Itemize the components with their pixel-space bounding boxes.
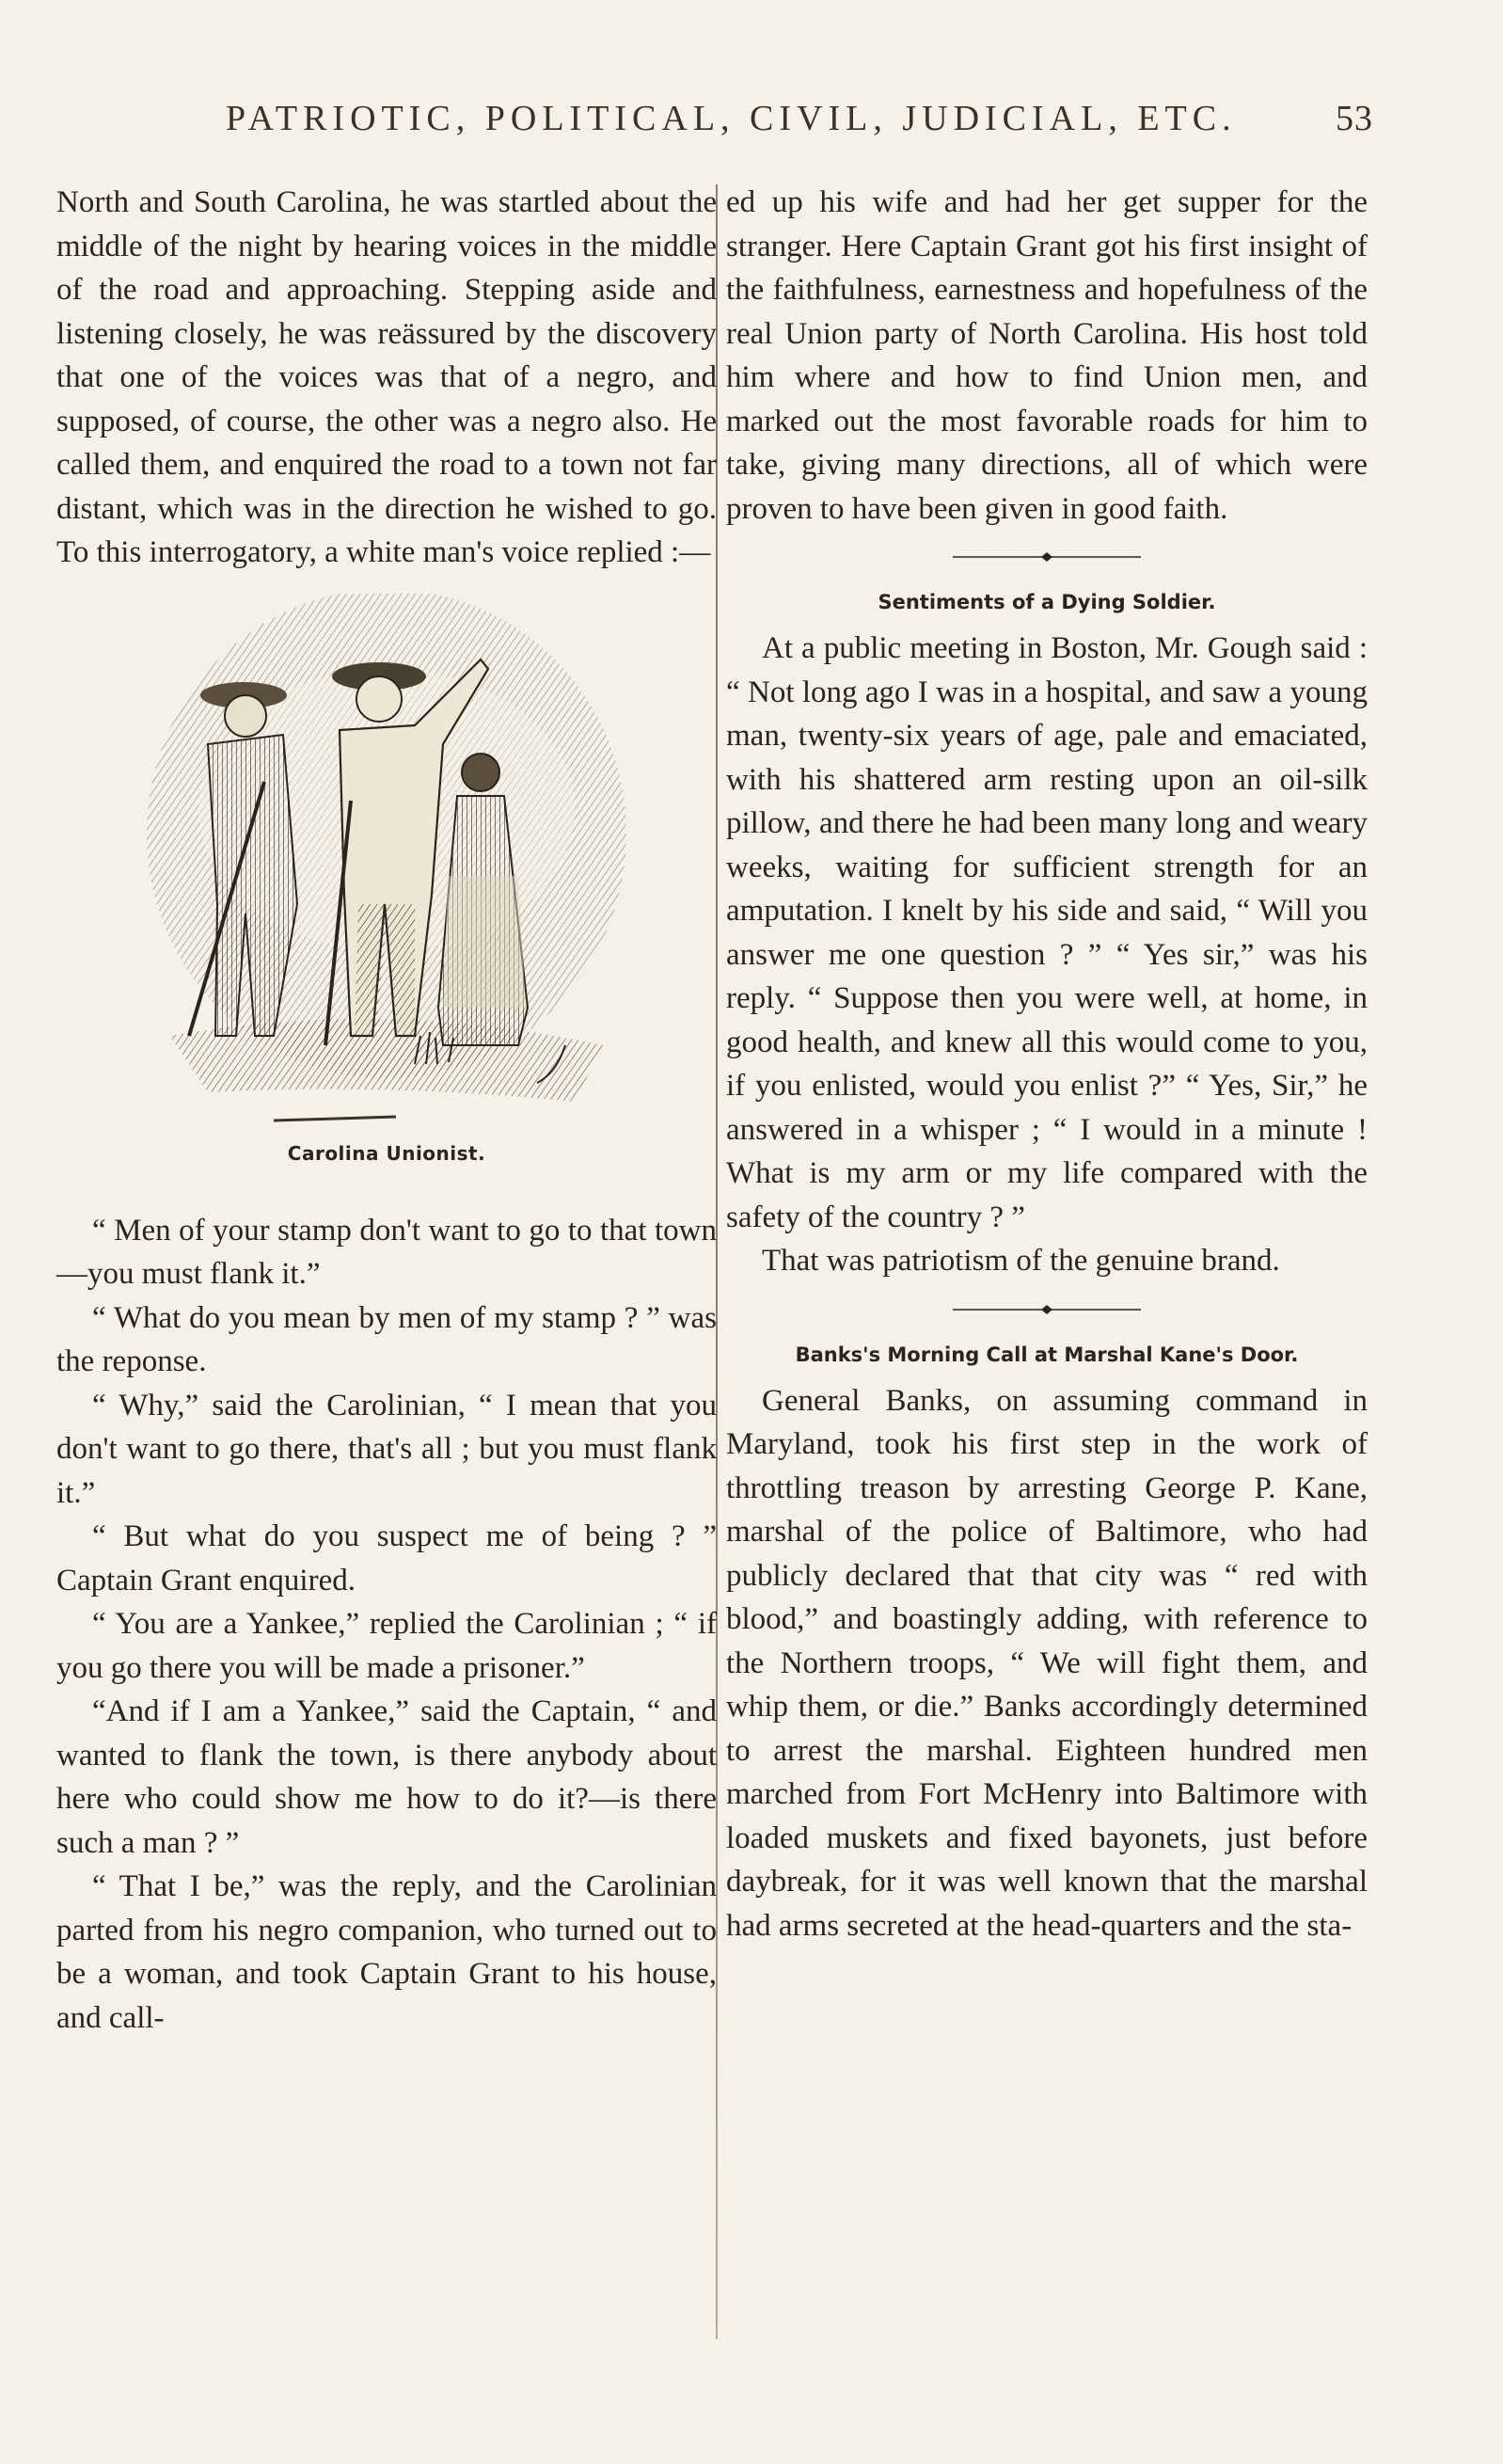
running-head-title: PATRIOTIC, POLITICAL, CIVIL, JUDICIAL, ETC. (226, 99, 1237, 138)
right-column (726, 181, 1368, 1947)
section-paragraph: General Banks, on assuming command in Maryland, took his first step in the work of throttling treason by arresting George P. Kane, marshal of the police of Baltimore, who had publicly declared that that city was “ red with blood,” and boastingly adding, with reference to the Northern troops, “ We will fight them, and whip them, or die.” Banks accordingly determined to arrest the marshal. Eighteen hundred men marched from Fort McHenry into Baltimore with loaded muskets and fixed bayonets, just before daybreak, for it was well known that the marshal had arms secreted at the head-quarters and the sta- (726, 1383, 1368, 1943)
section-paragraph: That was patriotism of the genuine brand. (762, 1244, 1280, 1278)
intro-paragraph: North and South Carolina, he was startled about the middle of the night by hearing voices in the middle of the road and approaching. Stepping aside and listening closely, he was reässured by the discovery that one of the voices was that of a negro, and supposed, of course, the other was a negro also. He called them, and enquired the road to a town not far distant, which was in the direction he wished to go. To this interrogatory, a white man's voice replied :— (56, 185, 717, 569)
dialogue-paragraph: “ But what do you suspect me of being ? ” Captain Grant enquired. (56, 1519, 717, 1598)
dialogue-paragraph: “ Why,” said the Carolinian, “ I mean that you don't want to go there, that's all ; but you must flank it.” (56, 1388, 717, 1510)
dialogue-paragraph: “ What do you mean by men of my stamp ? ” was the reponse. (56, 1300, 717, 1378)
section-paragraph: At a public meeting in Boston, Mr. Gough said : “ Not long ago I was in a hospital, and saw a young man, twenty-six years of age, pale and emaciated, with his shattered arm resting upon an oil-silk pillow, and there he had been many long and weary weeks, waiting for sufficient strength for an amputation. I knelt by his side and said, “ Will you answer me one question ? ” “ Yes sir,” was his reply. “ Suppose then you were well, at home, in good health, and knew all this would come to you, if you enlisted, would you enlist ?” “ Yes, Sir,” he answered in a whisper ; “ I would in a minute ! What is my arm or my life compared with the safety of the country ? ” (726, 631, 1368, 1234)
dialogue-paragraph: “ You are a Yankee,” replied the Carolinian ; “ if you go there you will be made a prisoner.” (56, 1607, 717, 1685)
section-heading-banks-call: Banks's Morning Call at Marshal Kane's Door. (795, 1343, 1299, 1366)
section-heading-dying-soldier: Sentiments of a Dying Soldier. (878, 591, 1216, 613)
carolina-unionist-engraving (133, 594, 641, 1130)
left-column (56, 181, 717, 2040)
page-number: 53 (1336, 99, 1373, 138)
engraving-figure (56, 594, 717, 1130)
dialogue-paragraph: “And if I am a Yankee,” said the Captain, “ and wanted to flank the town, is there anybody about here who could show me how to do it?—is there such a man ? ” (56, 1694, 717, 1860)
figure-caption: Carolina Unionist. (287, 1141, 486, 1165)
dialogue-paragraph: “ Men of your stamp don't want to go to that town—you must flank it.” (56, 1213, 717, 1291)
section-divider (953, 1304, 1141, 1315)
dialogue-paragraph: “ That I be,” was the reply, and the Carolinian parted from his negro companion, who turned out to be a woman, and took Captain Grant to his house, and call- (56, 1869, 717, 2035)
section-divider (953, 551, 1141, 563)
continued-paragraph: ed up his wife and had her get supper for the stranger. Here Captain Grant got his first insight of the faithfulness, earnestness and hopefulness of the real Union party of North Carolina. His host told him where and how to find Union men, and marked out the most favorable roads for him to take, giving many directions, all of which were proven to have been given in good faith. (726, 185, 1368, 526)
